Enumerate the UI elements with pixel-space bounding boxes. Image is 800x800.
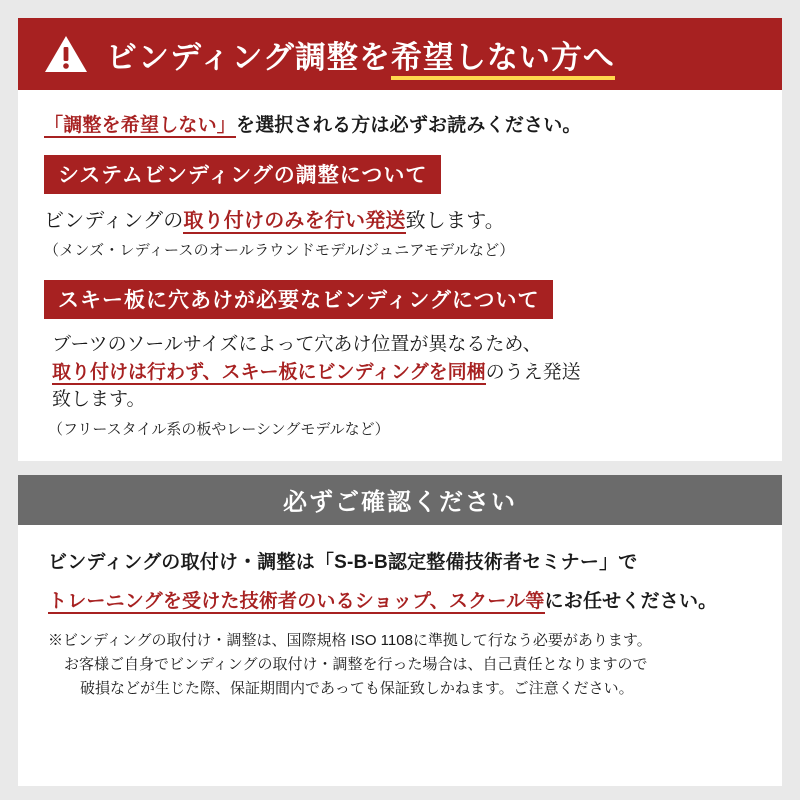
binding-adjustment-card xyxy=(18,18,782,461)
section2-note: （フリースタイル系の板やレーシングモデルなど） xyxy=(48,420,390,438)
section2-line3: 致します。 xyxy=(52,389,146,411)
fine-line-2: お客様ご自身でビンディングの取付け・調整を行った場合は、自己責任となりますので xyxy=(64,655,648,673)
warning-triangle-icon xyxy=(44,34,88,74)
confirm-banner xyxy=(18,475,782,525)
confirm-fine-print xyxy=(48,629,752,702)
section2-heading: スキー板に穴あけが必要なビンディングについて xyxy=(44,280,553,319)
confirm-line1: ビンディングの取付け・調整は「S-B-B認定整備技術者セミナー」で xyxy=(48,551,638,573)
section1-note: （メンズ・レディースのオールラウンドモデル/ジュニアモデルなど） xyxy=(44,242,515,259)
hero-banner xyxy=(18,18,782,90)
section2-line1: ブーツのソールサイズによって穴あけ位置が異なるため、 xyxy=(52,334,542,355)
section2-paragraph xyxy=(44,331,756,414)
section2-post: のうえ発送 xyxy=(485,361,581,383)
confirmation-card xyxy=(18,475,782,786)
section-drilling-binding xyxy=(44,280,756,439)
confirm-banner-title: 必ずご確認ください xyxy=(283,489,517,517)
confirm-line2-post: にお任せください。 xyxy=(544,590,718,612)
section1-line-mark: 取り付けのみを行い発送 xyxy=(183,210,406,232)
lead-text xyxy=(44,110,756,137)
confirm-body xyxy=(18,525,782,720)
lead-rest: を選択される方は必ずお読みください。 xyxy=(236,115,582,136)
section1-line-pre: ビンディングの xyxy=(44,210,184,232)
lead-emphasis: 「調整を希望しない」 xyxy=(44,115,237,136)
hero-title-underlined: 希望しない方へ xyxy=(391,40,615,80)
confirm-line2-mark: トレーニングを受けた技術者のいるショップ、スクール等 xyxy=(48,590,545,612)
section1-line xyxy=(44,204,756,233)
hero-title xyxy=(106,32,615,77)
card-body xyxy=(18,90,782,461)
fine-line-1: ※ビンディングの取付け・調整は、国際規格 ISO 1108に準拠して行なう必要があります。 xyxy=(48,631,652,649)
section-system-binding xyxy=(44,155,756,260)
confirm-line2 xyxy=(48,586,752,613)
hero-title-plain: ビンディング調整を xyxy=(106,39,391,75)
fine-line-3: 破損などが生じた際、保証期間内であっても保証致しかねます。ご注意ください。 xyxy=(80,680,634,698)
section2-mark: 取り付けは行わず、スキー板にビンディングを同梱 xyxy=(52,361,486,383)
section1-line-post: 致します。 xyxy=(405,210,506,232)
section1-heading: システムビンディングの調整について xyxy=(44,155,441,194)
